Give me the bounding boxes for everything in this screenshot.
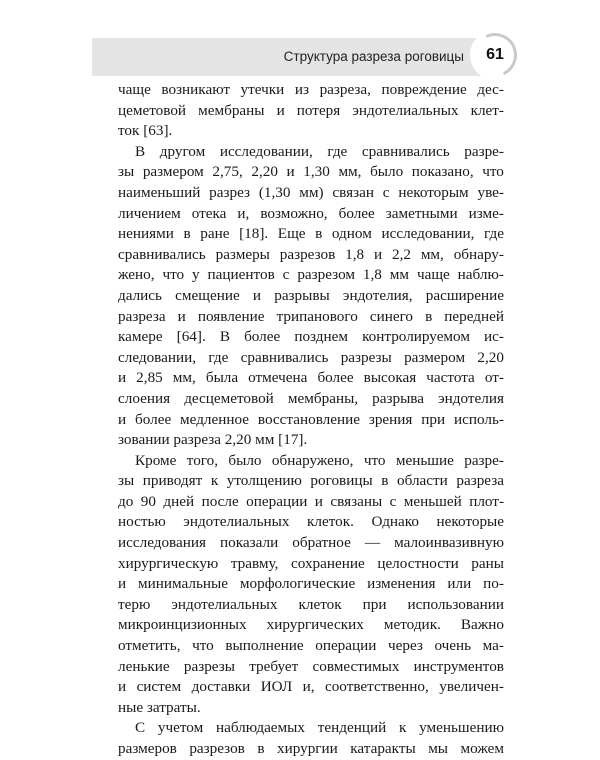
text-line: зовании разреза 2,20 мм [17]. [118, 431, 308, 449]
text-line: ток [63]. [118, 122, 173, 140]
text-line: личением отека и, возможно, более заметными изме- [118, 204, 504, 222]
text-line: ные затраты. [118, 698, 201, 716]
text-line: В другом исследовании, где сравнивались разре- [135, 142, 504, 160]
text-line: исследования показали обратное — малоинвазивную [118, 534, 504, 552]
paragraph-4 [118, 718, 504, 759]
text-line: слоения десцеметовой мембраны, разрыва эндотелия [118, 389, 504, 407]
text-line: ленькие разрезы требует совместимых инструментов [118, 657, 504, 675]
paragraph-2 [118, 142, 504, 451]
text-line: и более медленное восстановление зрения при исполь- [118, 410, 504, 428]
text-line: и 2,85 мм, была отмечена более высокая частота от- [118, 369, 504, 387]
body-text [118, 80, 504, 760]
text-line: разреза и появление трипанового синего в передней [118, 307, 504, 325]
text-line: и систем доставки ИОЛ и, соответственно, увеличен- [118, 678, 504, 696]
text-line: дались смещение и разрывы эндотелия, расширение [118, 286, 504, 304]
text-line: жено, что у пациентов с разрезом 1,8 мм чаще наблю- [118, 266, 504, 284]
text-line: следовании, где сравнивались разрезы размером 2,20 [118, 348, 504, 366]
text-line: отметить, что выполнение операции через очень ма- [118, 637, 504, 655]
text-line: размеров разрезов в хирургии катаракты мы можем [118, 740, 504, 757]
text-line: камере [64]. В более позднем контролируемом ис- [118, 328, 504, 346]
text-line: зы приводят к утолщению роговицы в области разреза [118, 472, 504, 490]
text-line: и минимальные морфологические изменения или по- [118, 575, 504, 593]
page-number: 61 [486, 46, 504, 63]
text-line: Кроме того, было обнаружено, что меньшие разре- [135, 451, 504, 469]
text-line: чаще возникают утечки из разреза, повреждение дес- [118, 81, 504, 98]
text-line: зы размером 2,75, 2,20 и 1,30 мм, было показано, что [118, 163, 504, 181]
text-line: сравнивались размеры разрезов 1,8 и 2,2 мм, обнару- [118, 245, 504, 263]
text-line: хирургическую травму, сохранение целостности раны [118, 554, 504, 572]
text-line: нениями в ране [18]. Еще в одном исследовании, где [118, 225, 504, 243]
text-line: ностью эндотелиальных клеток. Однако некоторые [118, 513, 504, 531]
text-line: микроинцизионных хирургических методик. Важно [118, 616, 504, 634]
paragraph-3 [118, 451, 504, 719]
paragraph-1 [118, 80, 504, 142]
text-line: С учетом наблюдаемых тенденций к уменьшению [135, 719, 504, 737]
text-line: цеметовой мембраны и потеря эндотелиальных клет- [118, 101, 504, 119]
text-line: терю эндотелиальных клеток при использовании [118, 595, 504, 613]
text-line: наименьший разрез (1,30 мм) связан с некоторым уве- [118, 183, 504, 201]
running-title: Структура разреза роговицы [283, 49, 464, 64]
text-line: до 90 дней после операции и связаны с меньшей плот- [118, 492, 504, 510]
